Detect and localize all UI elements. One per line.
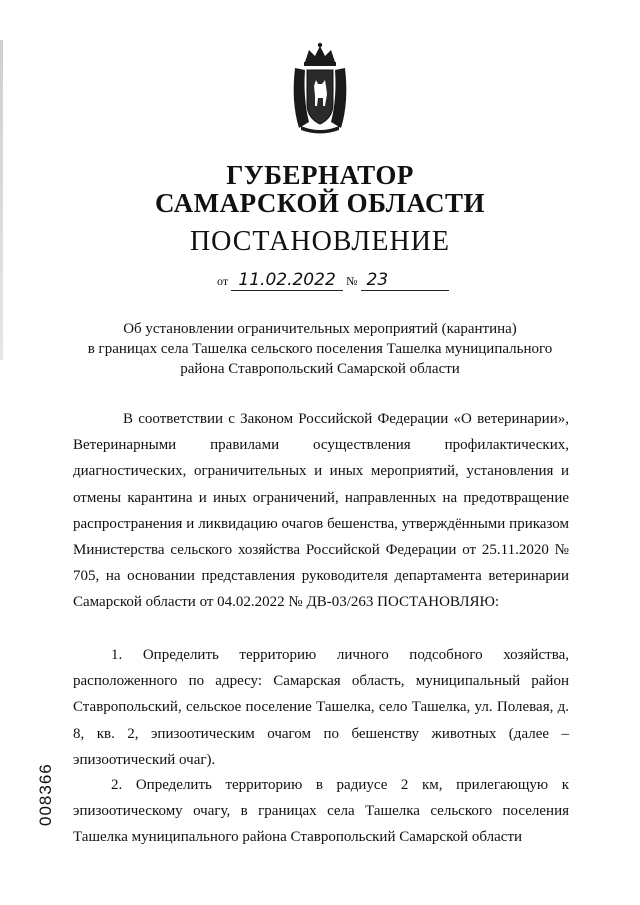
document-subject [60, 319, 580, 379]
registry-side-number: 008366 [36, 763, 55, 826]
issuer-title-line-2: САМАРСКОЙ ОБЛАСТИ [154, 188, 486, 218]
date-prefix: от [217, 274, 229, 288]
issuer-title-line-1: ГУБЕРНАТОР [226, 160, 414, 190]
subject-line-1: Об установлении ограничительных мероприятий (карантина) [123, 321, 517, 337]
samara-coat-of-arms-icon [289, 42, 351, 134]
body-paragraph-preamble: В соответствии с Законом Российской Федерации «О ветеринарии», Ветеринарными правилами осуществления профилактических, диагностических, ограничительных и иных мероприятий, установления и отмены карантина и иных ограничений, направленных на предотвращение распространения и ликвидацию очагов бешенства, утверждёнными приказом Министерства сельского хозяйства Российской Федерации от 25.11.2020 № 705, на основании представления руководителя департамента ветеринарии Самарской области от 04.02.2022 № ДВ-03/263 ПОСТАНОВЛЯЮ: [73, 411, 569, 611]
subject-line-2: в границах села Ташелка сельского поселения Ташелка муниципального [87, 341, 553, 357]
subject-line-3: района Ставропольский Самарской области [180, 361, 460, 377]
body-paragraph-item-1: 1. Определить территорию личного подсобного хозяйства, расположенного по адресу: Самарская область, муниципальный район Ставропольский, сельское поселение Ташелка, село Ташелка, ул. Полевая, д. 8, кв. 2, эпизоотическим очагом по бешенству животных (далее – эпизоотический очаг). [73, 647, 569, 768]
document-type: ПОСТАНОВЛЕНИЕ [189, 226, 451, 257]
handwritten-date: 11.02.2022 [231, 270, 343, 291]
number-prefix: № [346, 274, 358, 288]
body-paragraph-item-2: 2. Определить территорию в радиусе 2 км, прилегающую к эпизоотическому очагу, в границах села Ташелка сельского поселения Ташелка муниципального района Ставропольский Самарской области [73, 777, 569, 846]
handwritten-number: 23 [361, 270, 449, 291]
registration-line [214, 270, 449, 291]
